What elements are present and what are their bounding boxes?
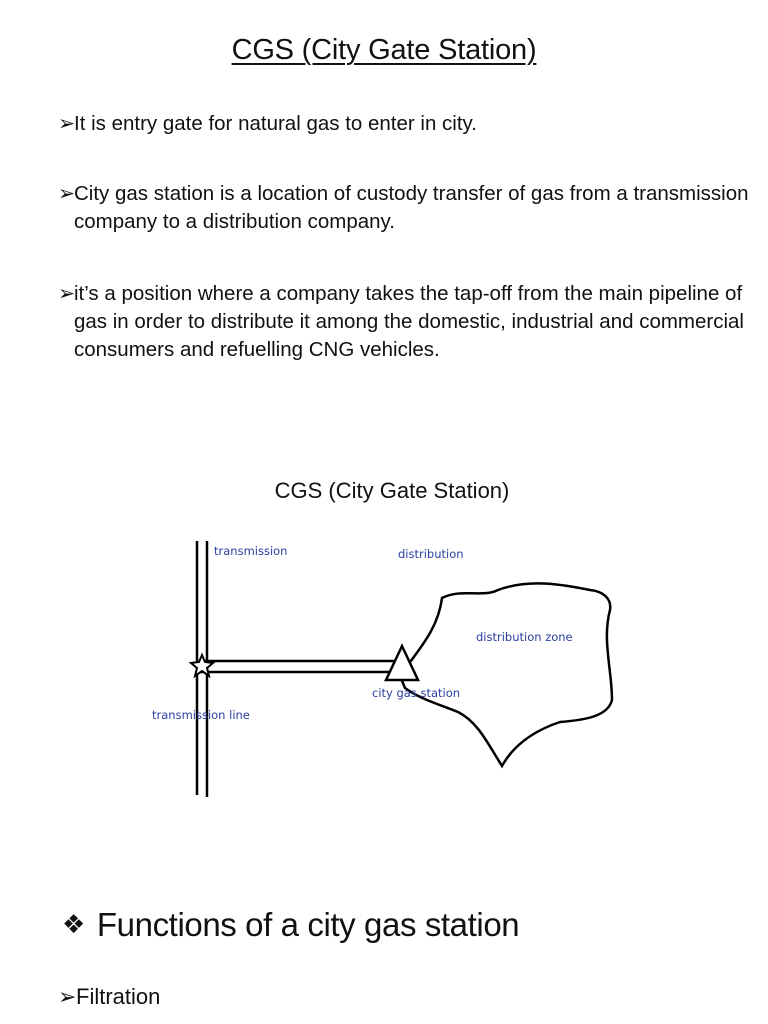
arrow-bullet-icon: ➢: [58, 282, 76, 305]
label-transmission: transmission: [214, 544, 288, 558]
diamond-bullet-icon: ❖: [62, 909, 85, 939]
section-heading-text: Functions of a city gas station: [96, 906, 520, 943]
bullet-text: It is entry gate for natural gas to enter in city.: [74, 112, 477, 135]
bullet-text: City gas station is a location of custody transfer of gas from a transmission company to a distribution company.: [74, 182, 749, 233]
label-distribution: distribution: [398, 547, 464, 561]
arrow-bullet-icon: ➢: [58, 112, 76, 135]
bullet-text: it’s a position where a company takes the tap-off from the main pipeline of gas in order to distribute it among the domestic, industrial and commercial consumers and refuelling CNG vehicles.: [74, 282, 744, 361]
diagram-title: CGS (City Gate Station): [274, 478, 510, 503]
function-item-filtration: [58, 982, 160, 1012]
arrow-bullet-icon: ➢: [58, 182, 76, 205]
city-gas-station-triangle-icon: [386, 646, 418, 680]
label-distribution-zone: distribution zone: [476, 630, 573, 644]
label-city-gas-station: city gas station: [372, 686, 461, 700]
arrow-bullet-icon: ➢: [58, 984, 77, 1009]
function-item-text: Filtration: [76, 984, 161, 1009]
distribution-zone-outline: [400, 583, 612, 766]
page-title: CGS (City Gate Station): [231, 34, 537, 66]
section-heading: [62, 906, 519, 944]
label-transmission-line: transmission line: [152, 708, 250, 722]
